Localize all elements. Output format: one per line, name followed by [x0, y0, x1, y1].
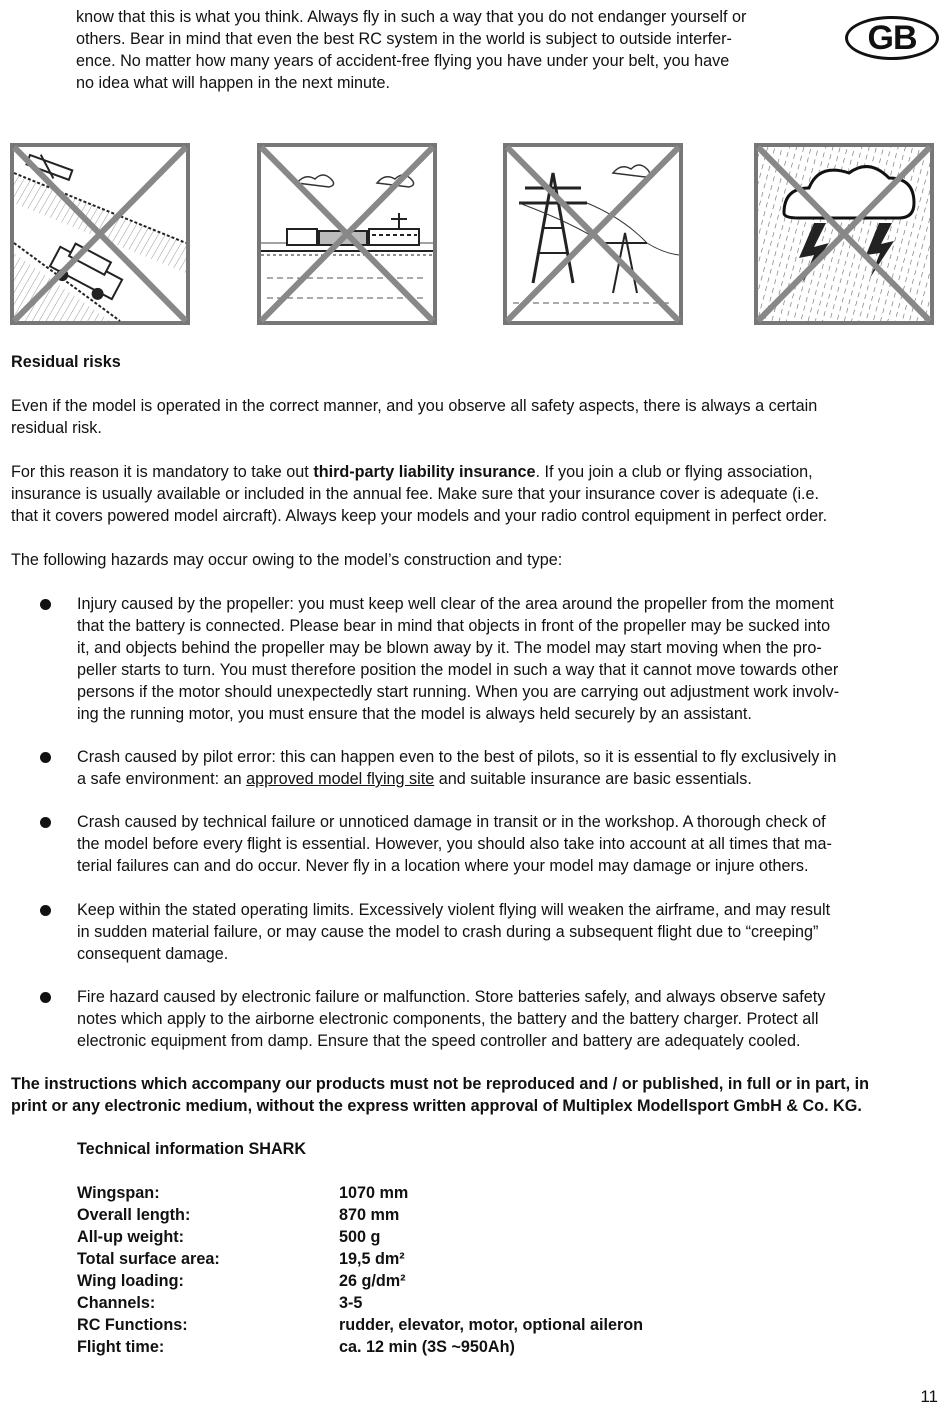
hazard-line: Crash caused by technical failure or unnoticed damage in transit or in the workshop. A thorough check of [77, 813, 826, 831]
bullet-icon [40, 817, 51, 828]
intro-line: ence. No matter how many years of accident-free flying you have under your belt, you have [76, 52, 730, 70]
hazard-line: the model before every flight is essential. However, you should also take into account at all times that ma- [77, 835, 832, 853]
hazards-intro: The following hazards may occur owing to the model’s construction and type: [11, 551, 563, 569]
bullet-icon [40, 905, 51, 916]
spec-label: Overall length: [77, 1206, 191, 1224]
spec-label: Channels: [77, 1294, 156, 1312]
hazard-line: terial failures can and do occur. Never fly in a location where your model may damage or injure others. [77, 857, 809, 875]
insurance-emphasis: third-party liability insurance [313, 463, 536, 481]
spec-label: Total surface area: [77, 1250, 220, 1268]
hazard-line [77, 768, 932, 790]
text-run: For this reason it is mandatory to take out [11, 463, 314, 481]
spec-label: RC Functions: [77, 1316, 188, 1334]
text-run: . If you join a club or flying association, [535, 463, 813, 481]
spec-label: All-up weight: [77, 1228, 184, 1246]
copyright-line: print or any electronic medium, without the express written approval of Multiplex Modellsport GmbH & Co. KG. [11, 1097, 862, 1115]
intro-line: others. Bear in mind that even the best RC system in the world is subject to outside interfer- [76, 30, 732, 48]
hazard-text [77, 986, 932, 1052]
spec-value: rudder, elevator, motor, optional aileron [339, 1316, 644, 1334]
text-run: and suitable insurance are basic essentials. [434, 770, 752, 788]
intro-line: know that this is what you think. Always fly in such a way that you do not endanger yourself or [76, 8, 747, 26]
hazard-line: electronic equipment from damp. Ensure that the speed controller and battery are adequately cooled. [77, 1032, 801, 1050]
hazard-line: Crash caused by pilot error: this can happen even to the best of pilots, so it is essential to fly exclusively in [77, 748, 837, 766]
no-flying-over-railway-pictogram [257, 143, 437, 325]
hazard-line: Injury caused by the propeller: you must keep well clear of the area around the propeller from the moment [77, 595, 834, 613]
hazard-line: in sudden material failure, or may cause the model to crash during a subsequent flight due to “creeping” [77, 923, 819, 941]
section-heading: Residual risks [11, 353, 121, 371]
no-flying-near-power-lines-pictogram [503, 143, 683, 325]
bullet-icon [40, 992, 51, 1003]
language-badge: GB [845, 16, 939, 60]
hazard-text [77, 746, 932, 790]
no-flying-over-roads-pictogram [10, 143, 190, 325]
spec-value: 3-5 [339, 1294, 363, 1312]
hazard-line: that the battery is connected. Please bear in mind that objects in front of the propeller may be sucked into [77, 617, 831, 635]
copyright-line: The instructions which accompany our products must not be reproduced and / or published, in full or in part, in [11, 1075, 870, 1093]
hazard-text [77, 811, 932, 877]
spec-label: Wingspan: [77, 1184, 160, 1202]
hazard-line: persons if the motor should unexpectedly start running. When you are carrying out adjustment work involv- [77, 683, 840, 701]
residual-paragraph [11, 395, 940, 439]
paragraph-line: that it covers powered model aircraft). Always keep your models and your radio control equipment in perfect order. [11, 507, 828, 525]
bullet-icon [40, 599, 51, 610]
hazard-line: ing the running motor, you must ensure that the model is always held securely by an assistant. [77, 705, 752, 723]
intro-line: no idea what will happen in the next minute. [76, 74, 391, 92]
spec-value: 500 g [339, 1228, 381, 1246]
spec-value: 19,5 dm² [339, 1250, 405, 1268]
copyright-notice [11, 1073, 940, 1117]
hazard-text [77, 593, 932, 725]
page-number: 11 [920, 1387, 938, 1406]
spec-label: Wing loading: [77, 1272, 184, 1290]
approved-site-link: approved model flying site [246, 770, 435, 788]
no-flying-in-storm-pictogram [754, 143, 934, 325]
spec-value: 26 g/dm² [339, 1272, 406, 1290]
hazard-line: peller starts to turn. You must therefore position the model in such a way that it cannot move towards other [77, 661, 839, 679]
paragraph-line [11, 461, 940, 483]
tech-info-title: Technical information SHARK [77, 1140, 307, 1158]
insurance-paragraph [11, 461, 940, 527]
intro-paragraph [76, 6, 821, 94]
hazard-line: consequent damage. [77, 945, 229, 963]
paragraph-line: residual risk. [11, 419, 102, 437]
hazard-line: Keep within the stated operating limits. Excessively violent flying will weaken the airframe, and may result [77, 901, 831, 919]
spec-label: Flight time: [77, 1338, 165, 1356]
hazard-line: notes which apply to the airborne electronic components, the battery and the battery charger. Protect all [77, 1010, 819, 1028]
paragraph-line: Even if the model is operated in the correct manner, and you observe all safety aspects, there is always a certain [11, 397, 818, 415]
spec-value: ca. 12 min (3S ~950Ah) [339, 1338, 515, 1356]
hazard-text [77, 899, 932, 965]
bullet-icon [40, 752, 51, 763]
hazard-line: Fire hazard caused by electronic failure or malfunction. Store batteries safely, and always observe safety [77, 988, 826, 1006]
spec-value: 870 mm [339, 1206, 400, 1224]
text-run: a safe environment: an [77, 770, 247, 788]
paragraph-line: insurance is usually available or included in the annual fee. Make sure that your insurance cover is adequate (i.e. [11, 485, 820, 503]
spec-value: 1070 mm [339, 1184, 409, 1202]
hazard-line: it, and objects behind the propeller may be blown away by it. The model may start moving when the pro- [77, 639, 822, 657]
